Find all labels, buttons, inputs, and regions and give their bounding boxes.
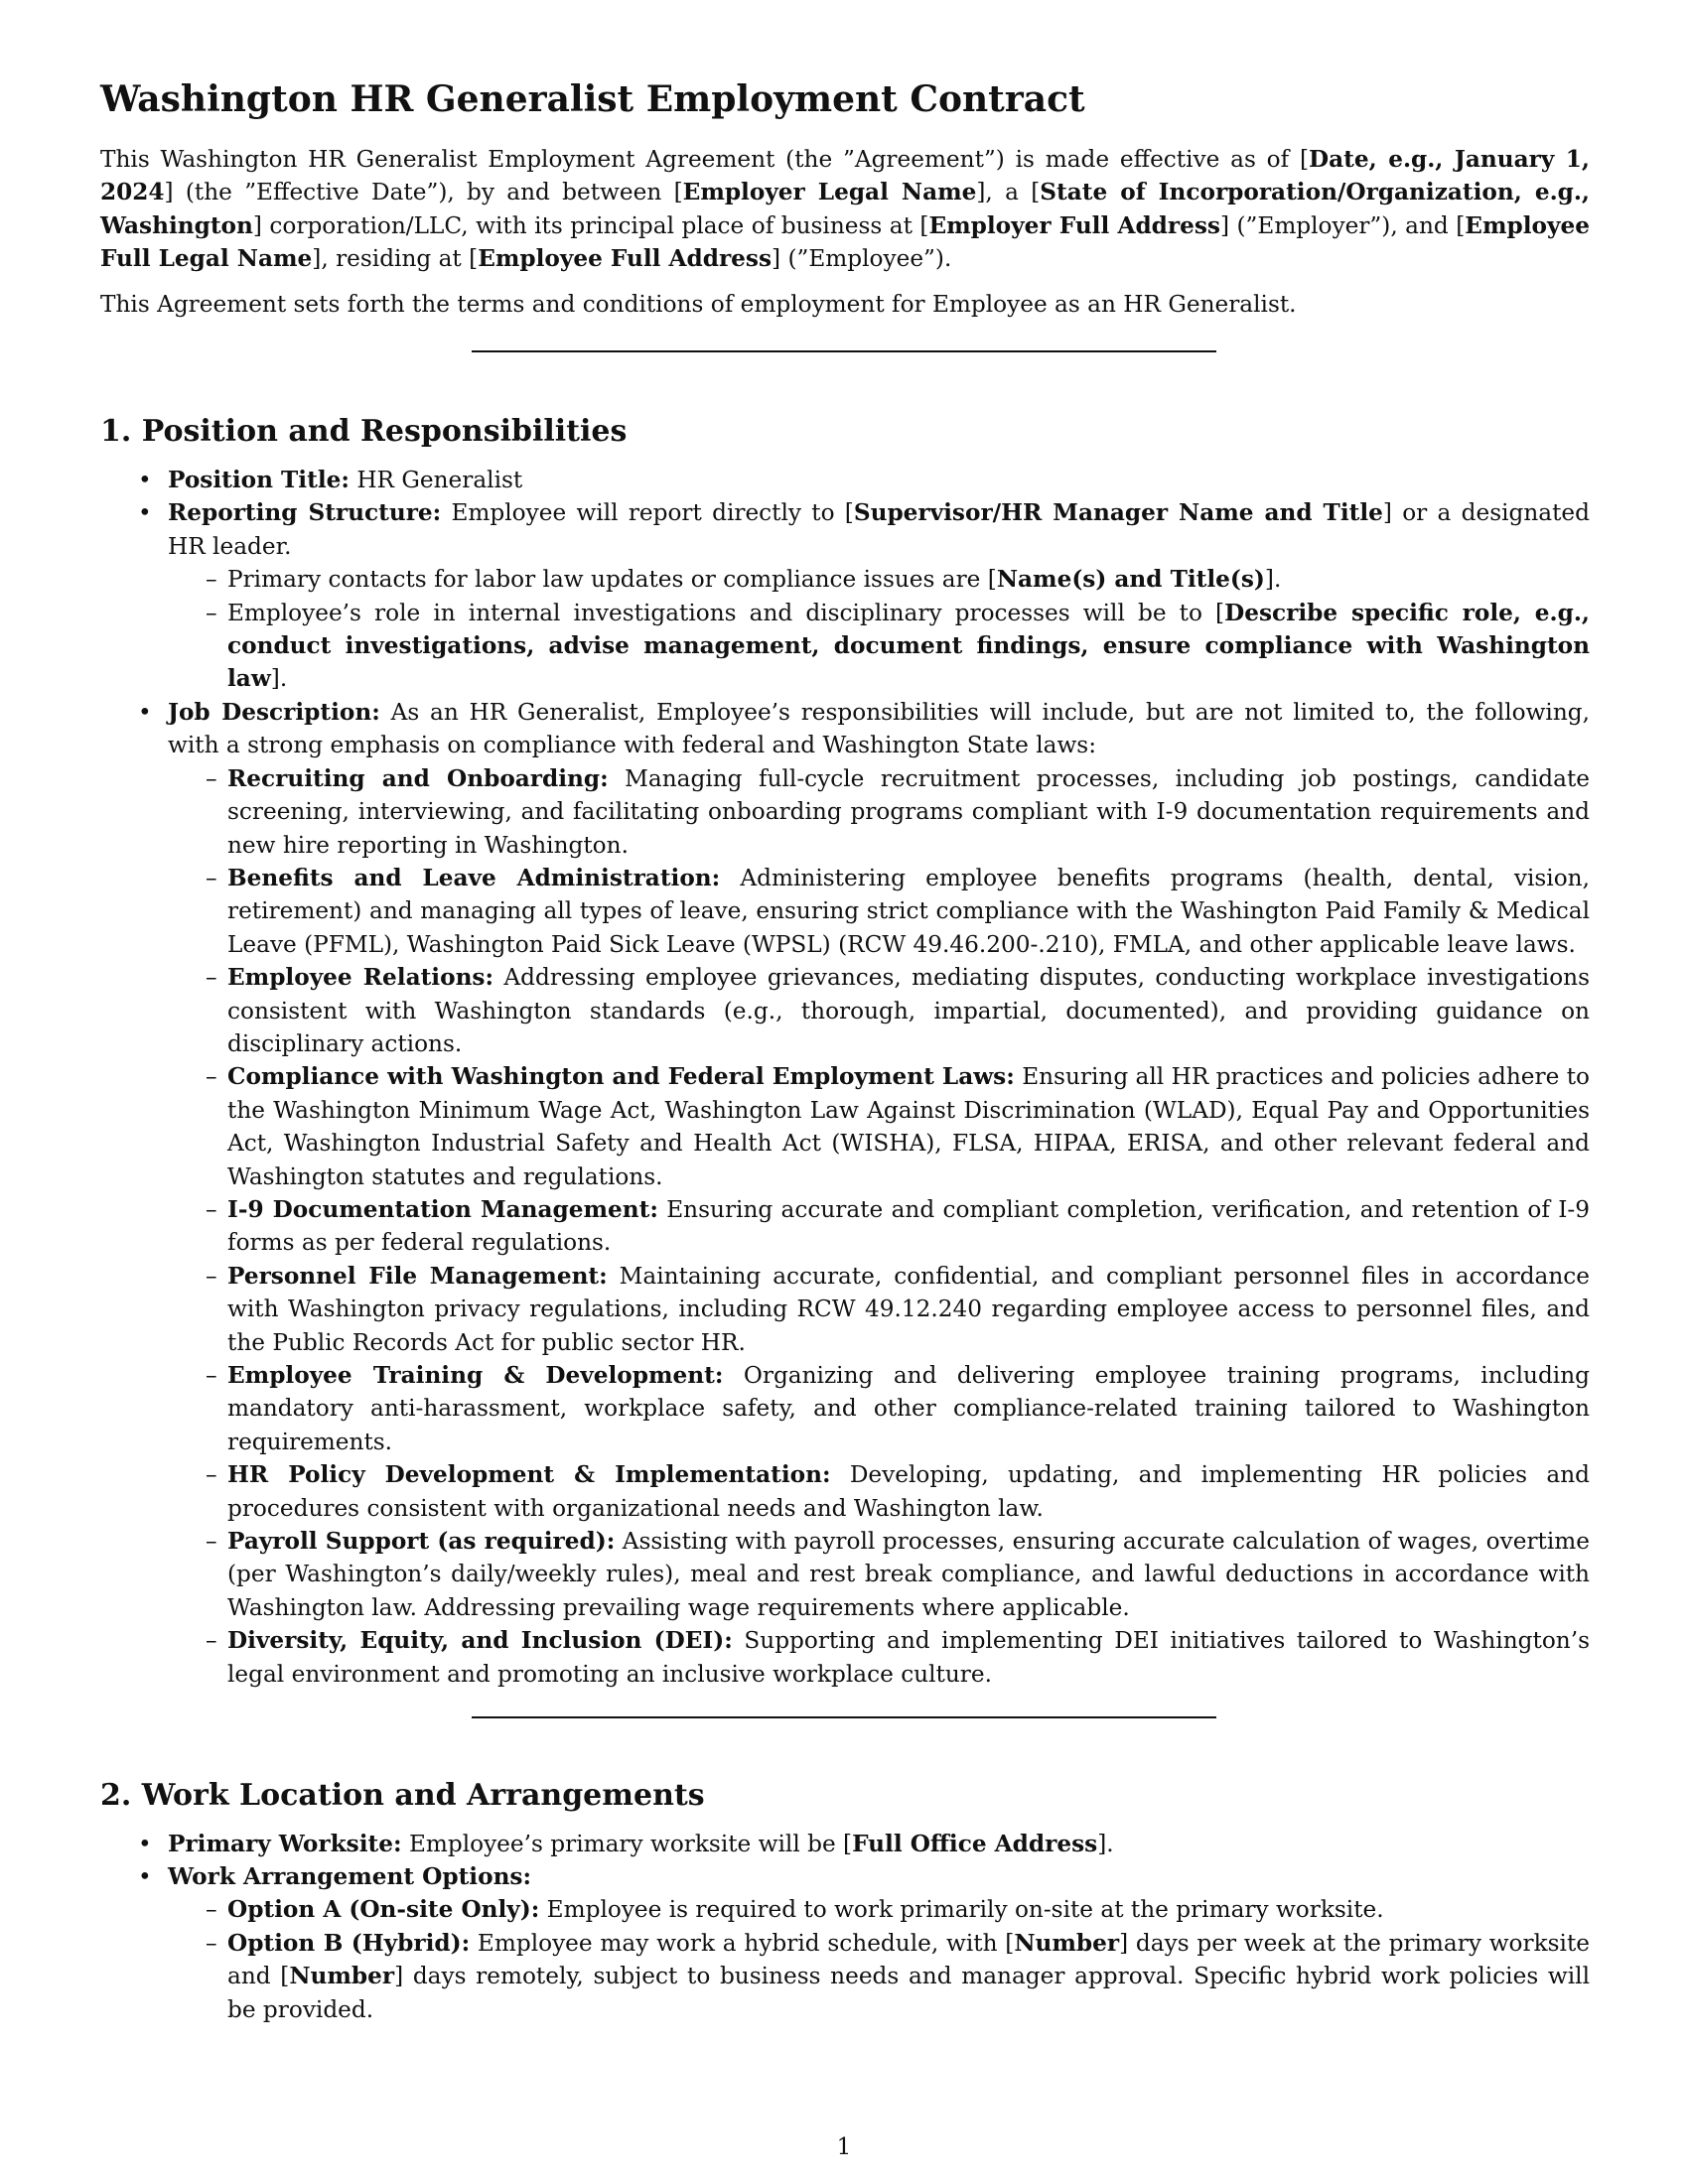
intro-text: ], a [	[976, 179, 1041, 206]
section-divider	[472, 350, 1216, 352]
item-text: Employee’s primary worksite will be [	[401, 1830, 853, 1857]
intro-text: ] corporation/LLC, with its principal place of business at [	[252, 211, 929, 239]
duty-label: Employee Relations:	[227, 964, 494, 992]
list-item-job-description	[100, 696, 1590, 1691]
list-item-arrangements	[100, 1860, 1590, 2026]
item-text: ].	[1097, 1830, 1114, 1857]
list-item-position	[100, 464, 1590, 496]
intro-text: ] (”Employer”), and [	[1219, 211, 1466, 239]
contacts-placeholder: Name(s) and Title(s)	[996, 566, 1265, 594]
duty-text: Maintaining accurate, confidential, and compliant personnel files in accordance with Washington privacy regulations, including RCW 49.12.240 regarding employee access to personnel files, and the Public Records Act for public sector HR.	[227, 1262, 1591, 1356]
document-page	[100, 77, 1590, 2026]
item-text: As an HR Generalist, Employee’s responsibilities will include, but are not limited to, the following, with a strong emphasis on compliance with federal and Washington State laws:	[168, 698, 1590, 759]
duty-item	[168, 961, 1590, 1060]
item-text: Primary contacts for labor law updates or compliance issues are [	[227, 566, 997, 594]
duty-item	[168, 1193, 1590, 1260]
duty-label: Benefits and Leave Administration:	[227, 864, 721, 891]
section-1-heading: 1. Position and Responsibilities	[100, 414, 628, 450]
duty-text: Managing full-cycle recruitment processes, including job postings, candidate screening, interviewing, and facilitating onboarding programs compliant with I-9 documentation requirements and new hire reporting in Washington.	[227, 764, 1590, 859]
item-label: Work Arrangement Options:	[168, 1862, 532, 1890]
item-label: Reporting Structure:	[168, 499, 442, 527]
duty-text: Developing, updating, and implementing HR policies and procedures consistent with organizational needs and Washington law.	[227, 1461, 1590, 1522]
number-placeholder: Number	[1014, 1929, 1120, 1957]
section-divider	[472, 1716, 1216, 1718]
duty-text: Supporting and implementing DEI initiatives tailored to Washington’s legal environment and promoting an inclusive workplace culture.	[227, 1627, 1590, 1688]
employer-address-placeholder: Employer Full Address	[928, 211, 1220, 239]
option-text: ] days remotely, subject to business needs and manager approval. Specific hybrid work policies will be provided.	[227, 1963, 1590, 2023]
intro-text: ] (”Employee”).	[772, 245, 952, 273]
section-1-list	[100, 464, 1590, 1691]
duty-label: Payroll Support (as required):	[227, 1528, 616, 1556]
option-b	[168, 1927, 1590, 2026]
duty-label: Employee Training & Development:	[227, 1362, 724, 1389]
role-placeholder: Describe specific role, e.g., conduct investigations, advise management, document findings, ensure compliance with Washington law	[227, 599, 1590, 693]
duty-label: Compliance with Washington and Federal Employment Laws:	[227, 1063, 1015, 1091]
duty-item	[168, 762, 1590, 862]
option-text: ] days per week at the primary worksite and [	[227, 1929, 1590, 1990]
duty-item	[168, 1359, 1590, 1458]
sublist-item	[168, 597, 1590, 696]
intro-text: This Washington HR Generalist Employment Agreement (the ”Agreement”) is made effective as of [	[100, 146, 1310, 173]
option-label: Option B (Hybrid):	[227, 1929, 471, 1957]
duty-item	[168, 862, 1590, 961]
duty-item	[168, 1624, 1590, 1691]
arrangement-options-list	[168, 1893, 1590, 2026]
option-text: Employee is required to work primarily on-site at the primary worksite.	[539, 1896, 1384, 1924]
item-label: Job Description:	[168, 698, 380, 726]
duty-label: Recruiting and Onboarding:	[227, 764, 609, 792]
item-text: ] or a designated HR leader.	[168, 499, 1590, 560]
duty-label: HR Policy Development & Implementation:	[227, 1461, 831, 1489]
duties-list	[168, 762, 1590, 1691]
document-title: Washington HR Generalist Employment Contract	[100, 78, 1085, 120]
intro-text: ], residing at [	[312, 245, 479, 273]
item-label: Position Title:	[168, 467, 350, 494]
item-label: Primary Worksite:	[168, 1830, 402, 1857]
number-placeholder: Number	[289, 1963, 395, 1990]
option-text: Employee may work a hybrid schedule, with [	[470, 1929, 1015, 1957]
intro-text: ] (the ”Effective Date”), by and between [	[164, 179, 683, 206]
duty-label: I-9 Documentation Management:	[227, 1195, 658, 1223]
sublist-item	[168, 563, 1590, 596]
item-text: ].	[1264, 566, 1282, 594]
duty-item	[168, 1458, 1590, 1525]
duty-item	[168, 1060, 1590, 1193]
date-placeholder: Date, e.g., January 1, 2024	[100, 146, 1590, 206]
item-text: ].	[270, 665, 288, 693]
duty-text: Ensuring all HR practices and policies adhere to the Washington Minimum Wage Act, Washington Law Against Discrimination (WLAD), Equal Pay and Opportunities Act, Washington Industrial Safety and Health Act (WISHA), FLSA, HIPAA, ERISA, and other relevant federal and Washington statutes and regulations.	[227, 1063, 1590, 1190]
office-address-placeholder: Full Office Address	[852, 1830, 1098, 1857]
duty-text: Ensuring accurate and compliant completion, verification, and retention of I-9 forms as per federal regulations.	[227, 1195, 1591, 1257]
duty-text: Administering employee benefits programs (health, dental, vision, retirement) and managing all types of leave, ensuring strict compliance with the Washington Paid Family & Medical Leave (PFML), Washington Paid Sick Leave (WPSL) (RCW 49.46.200-.210), FMLA, and other applicable leave laws.	[227, 864, 1590, 958]
employee-name-placeholder: Employee Full Legal Name	[100, 211, 1590, 273]
reporting-sublist	[168, 563, 1590, 696]
duty-label: Diversity, Equity, and Inclusion (DEI):	[227, 1627, 733, 1655]
list-item-worksite	[100, 1828, 1590, 1860]
employee-address-placeholder: Employee Full Address	[478, 245, 773, 273]
duty-label: Personnel File Management:	[227, 1262, 608, 1290]
list-item-reporting	[100, 496, 1590, 695]
duty-text: Addressing employee grievances, mediating disputes, conducting workplace investigations consistent with Washington standards (e.g., thorough, impartial, documented), and providing guidance on disciplinary actions.	[227, 964, 1591, 1057]
option-a	[168, 1893, 1590, 1926]
duty-text: Assisting with payroll processes, ensuring accurate calculation of wages, overtime (per Washington’s daily/weekly rules), meal and rest break compliance, and lawful deductions in accordance with Washington law. Addressing prevailing wage requirements where applicable.	[227, 1528, 1590, 1621]
page-number: 1	[836, 2134, 852, 2160]
employer-name-placeholder: Employer Legal Name	[682, 179, 977, 206]
state-placeholder: State of Incorporation/Organization, e.g., Washington	[100, 179, 1591, 239]
item-text: Employee will report directly to [	[441, 499, 854, 527]
duty-item	[168, 1260, 1590, 1359]
section-2-list	[100, 1828, 1590, 2026]
section-2-heading: 2. Work Location and Arrangements	[100, 1777, 705, 1813]
item-text: Employee’s role in internal investigations and disciplinary processes will be to [	[227, 599, 1225, 626]
duty-item	[168, 1525, 1590, 1624]
intro-paragraph-2: This Agreement sets forth the terms and conditions of employment for Employee as an HR Generalist.	[100, 290, 1297, 318]
supervisor-placeholder: Supervisor/HR Manager Name and Title	[853, 499, 1383, 527]
option-label: Option A (On-site Only):	[227, 1896, 540, 1924]
item-text: HR Generalist	[349, 467, 523, 494]
duty-text: Organizing and delivering employee training programs, including mandatory anti-harassment, workplace safety, and other compliance-related training tailored to Washington requirements.	[227, 1362, 1591, 1455]
intro-paragraph	[100, 143, 1590, 276]
